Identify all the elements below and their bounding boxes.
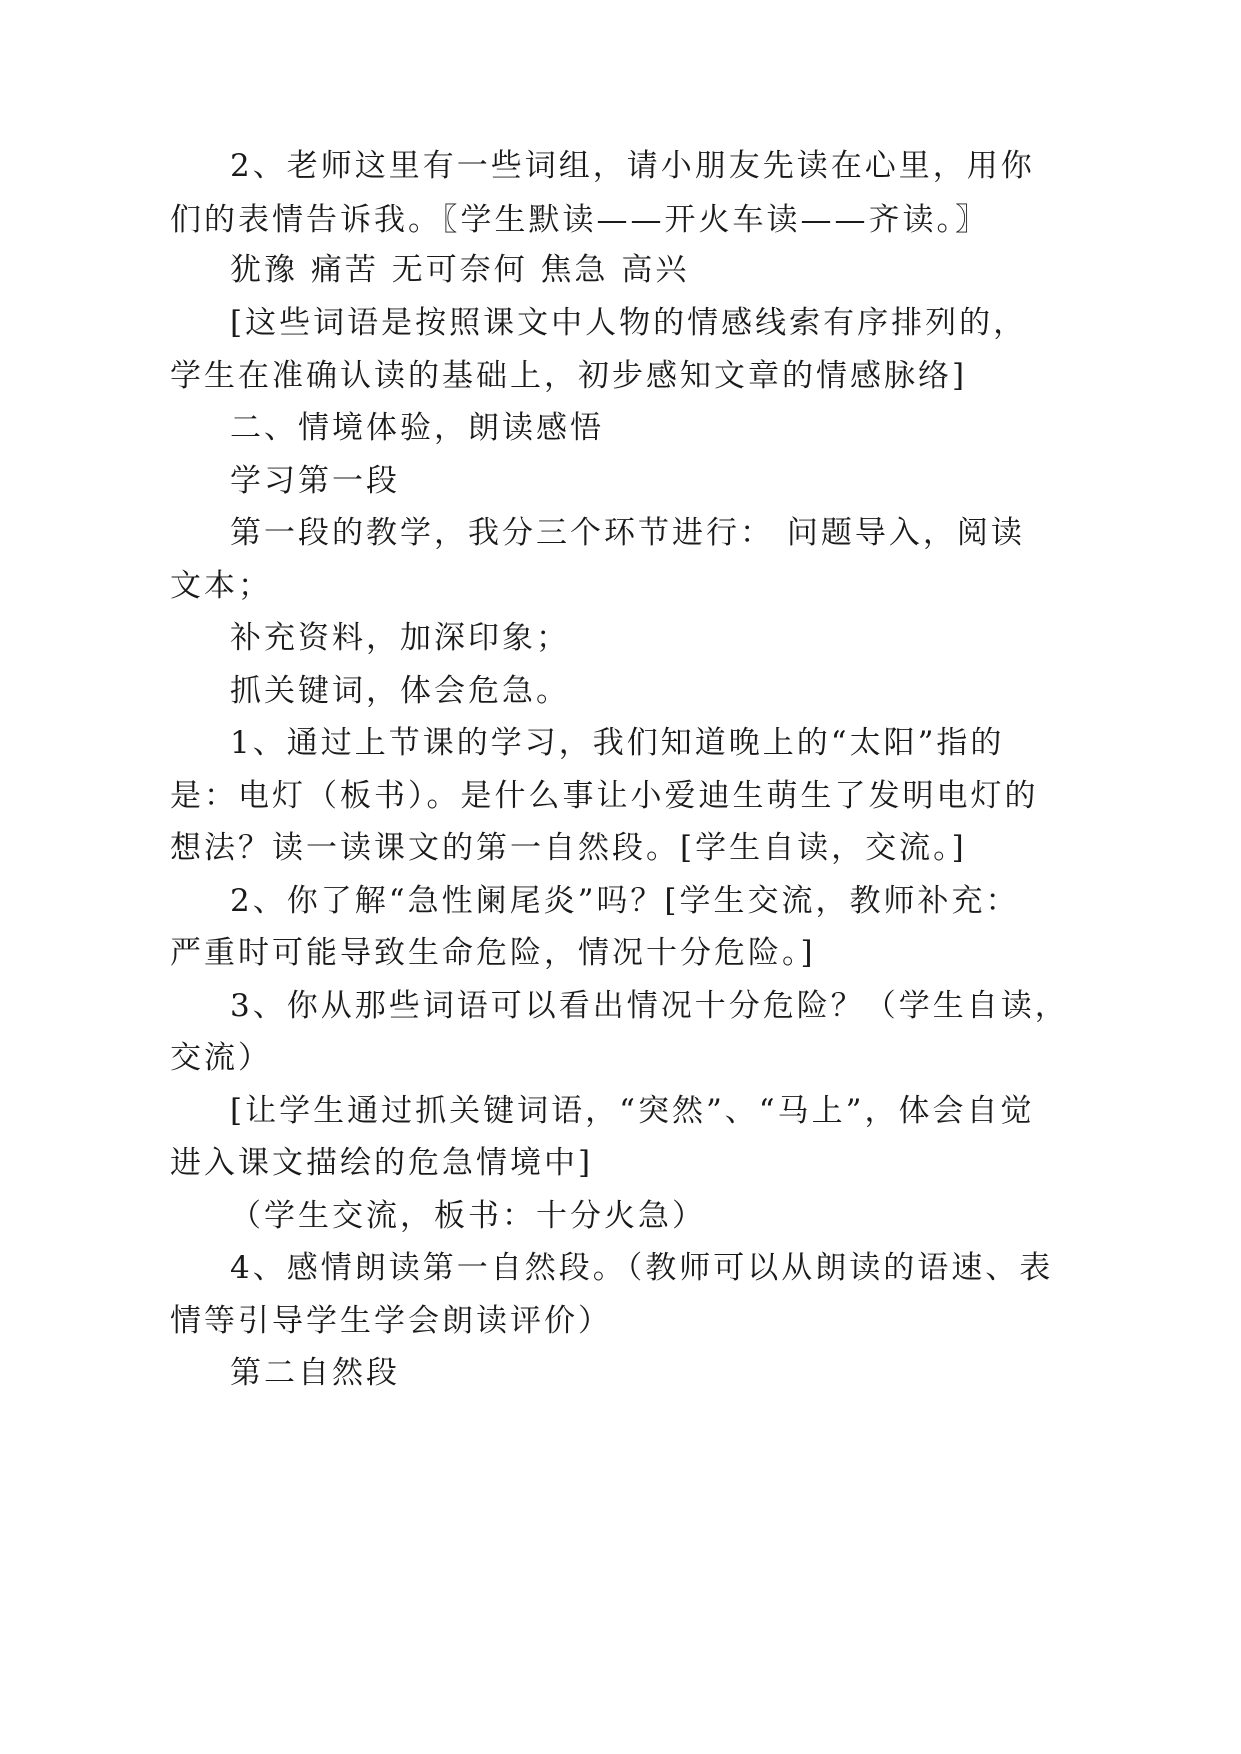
paragraph-line: （学生交流，板书：十分火急） <box>230 1198 706 1234</box>
paragraph-line: 1、通过上节课的学习，我们知道晚上的“太阳”指的 <box>230 725 1005 761</box>
paragraph-line: 第一段的教学，我分三个环节进行： 问题导入，阅读 <box>230 515 1025 551</box>
paragraph-line: 学生在准确认读的基础上，初步感知文章的情感脉络] <box>170 358 968 394</box>
section-heading: 二、情境体验，朗读感悟 <box>230 410 604 446</box>
paragraph-line: 进入课文描绘的危急情境中] <box>170 1145 594 1181</box>
subsection-heading: 学习第一段 <box>230 463 400 499</box>
paragraph-line: 3、你从那些词语可以看出情况十分危险？（学生自读， <box>230 988 1069 1024</box>
paragraph-line: [这些词语是按照课文中人物的情感线索有序排列的， <box>230 305 1028 341</box>
paragraph-line: 想法？读一读课文的第一自然段。[学生自读，交流。] <box>170 830 967 866</box>
paragraph-line: 抓关键词，体会危急。 <box>230 673 570 709</box>
subsection-heading: 第二自然段 <box>230 1355 400 1391</box>
paragraph-line: 文本； <box>170 568 272 604</box>
word-list-line: 犹豫 痛苦 无可奈何 焦急 高兴 <box>230 252 690 288</box>
paragraph-line: 情等引导学生学会朗读评价） <box>170 1303 612 1339</box>
paragraph-line: 2、老师这里有一些词组，请小朋友先读在心里，用你 <box>230 148 1035 184</box>
paragraph-line: 2、你了解“急性阑尾炎”吗？[学生交流，教师补充： <box>230 883 1020 919</box>
paragraph-line: 4、感情朗读第一自然段。（教师可以从朗读的语速、表 <box>230 1250 1054 1286</box>
paragraph-line: [让学生通过抓关键词语，“突然”、“马上”，体会自觉 <box>230 1093 1035 1129</box>
paragraph-line: 是：电灯（板书）。是什么事让小爱迪生萌生了发明电灯的 <box>170 778 1039 814</box>
paragraph-line: 交流） <box>170 1040 272 1076</box>
paragraph-line: 们的表情告诉我。〖学生默读——开火车读——齐读。〗 <box>170 202 989 238</box>
paragraph-line: 补充资料，加深印象； <box>230 620 570 656</box>
paragraph-line: 严重时可能导致生命危险，情况十分危险。] <box>170 935 816 971</box>
